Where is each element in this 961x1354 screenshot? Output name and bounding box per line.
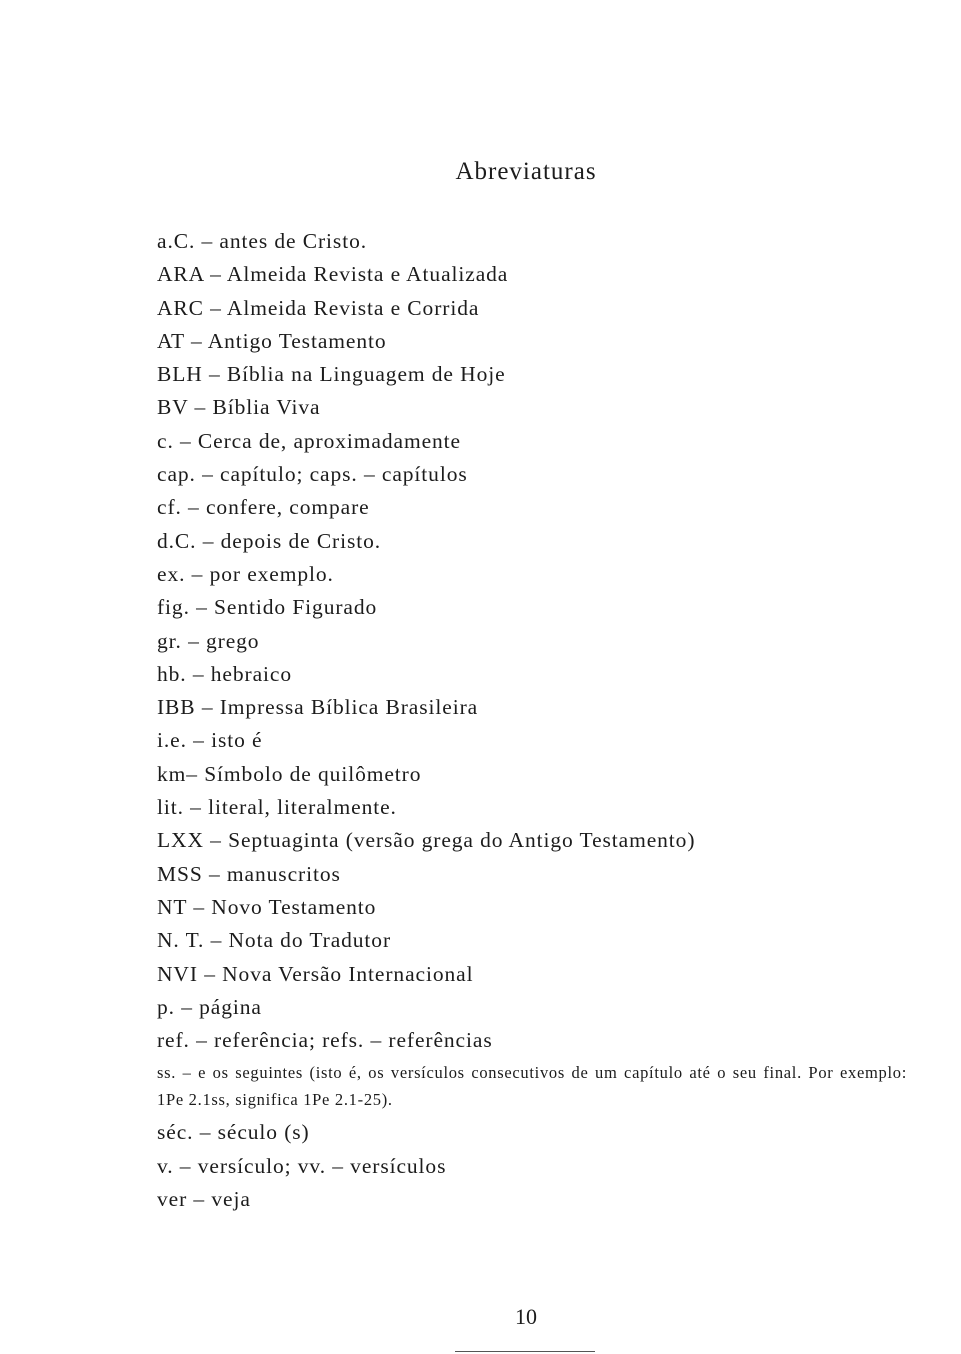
abbreviation-item: ARC – Almeida Revista e Corrida (157, 295, 480, 320)
abbreviation-item: NVI – Nova Versão Internacional (157, 961, 474, 986)
abbreviation-item: p. – página (157, 994, 262, 1019)
abbreviation-item: lit. – literal, literalmente. (157, 795, 397, 820)
abbreviation-list (157, 225, 917, 1216)
abbreviation-item: BLH – Bíblia na Linguagem de Hoje (157, 362, 506, 387)
abbreviation-item: hb. – hebraico (157, 661, 292, 686)
abbreviation-item: fig. – Sentido Figurado (157, 595, 378, 620)
abbreviation-item: v. – versículo; vv. – versículos (157, 1153, 447, 1178)
abbreviation-note-ss: ss. – e os seguintes (isto é, os versículos consecutivos de um capítulo até o seu final. Por exemplo: 1Pe 2.1ss, significa 1Pe 2.1-25). (157, 1063, 907, 1110)
abbreviation-item: NT – Novo Testamento (157, 894, 377, 919)
abbreviation-item: MSS – manuscritos (157, 861, 341, 886)
abbreviation-item: cap. – capítulo; caps. – capítulos (157, 462, 468, 487)
abbreviation-item: AT – Antigo Testamento (157, 328, 387, 353)
page-number: 10 (515, 1304, 537, 1329)
abbreviation-item: km– Símbolo de quilômetro (157, 761, 422, 786)
abbreviation-item: ARA – Almeida Revista e Atualizada (157, 262, 509, 287)
abbreviation-item: séc. – século (s) (157, 1120, 310, 1145)
abbreviation-item: IBB – Impressa Bíblica Brasileira (157, 695, 479, 720)
abbreviation-item: gr. – grego (157, 628, 260, 653)
footer-rule (455, 1351, 595, 1352)
abbreviation-item: ver – veja (157, 1187, 251, 1212)
abbreviation-item: ref. – referência; refs. – referências (157, 1028, 493, 1053)
abbreviation-item: a.C. – antes de Cristo. (157, 229, 367, 253)
abbreviation-item: c. – Cerca de, aproximadamente (157, 428, 461, 453)
abbreviation-item: cf. – confere, compare (157, 495, 370, 520)
abbreviation-item: N. T. – Nota do Tradutor (157, 928, 392, 953)
abbreviation-item: i.e. – isto é (157, 728, 263, 753)
abbreviation-item: ex. – por exemplo. (157, 561, 334, 586)
abbreviation-item: d.C. – depois de Cristo. (157, 528, 382, 553)
page-title: Abreviaturas (455, 158, 597, 185)
abbreviation-item: LXX – Septuaginta (versão grega do Antigo Testamento) (157, 828, 696, 853)
abbreviation-item: BV – Bíblia Viva (157, 395, 321, 420)
